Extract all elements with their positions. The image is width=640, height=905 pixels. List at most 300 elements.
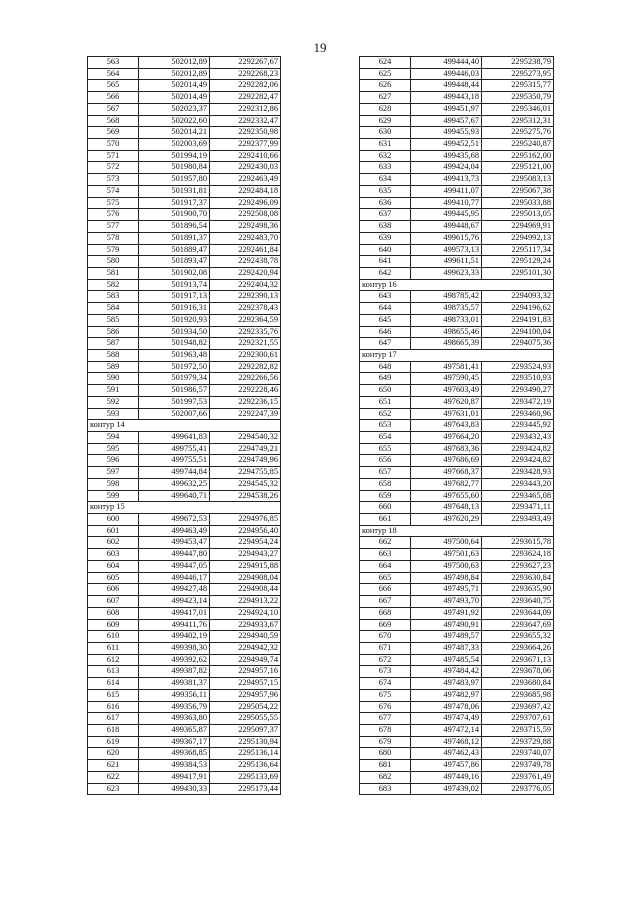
y-coordinate-cell: 2294954,24 [210,537,281,549]
table-row [88,150,281,162]
y-coordinate-cell: 2293749,78 [482,760,554,772]
point-number-cell: 629 [360,115,411,127]
x-coordinate-cell: 499446,03 [411,68,482,80]
x-coordinate-cell: 499423,14 [139,596,210,608]
point-number-cell: 641 [360,256,411,268]
x-coordinate-cell: 501902,08 [139,267,210,279]
y-coordinate-cell: 2293630,84 [482,572,554,584]
y-coordinate-cell: 2292268,23 [210,68,281,80]
point-number-cell: 599 [88,490,139,502]
x-coordinate-cell: 499452,51 [411,139,482,151]
y-coordinate-cell: 2293729,88 [482,736,554,748]
table-row [88,57,281,69]
table-row [88,678,281,690]
y-coordinate-cell: 2293761,49 [482,771,554,783]
table-row [360,361,554,373]
table-row [360,232,554,244]
point-number-cell: 648 [360,361,411,373]
table-row [360,291,554,303]
y-coordinate-cell: 2294915,88 [210,560,281,572]
point-number-cell: 589 [88,361,139,373]
y-coordinate-cell: 2294100,04 [482,326,554,338]
x-coordinate-cell: 499611,51 [411,256,482,268]
table-row [360,127,554,139]
y-coordinate-cell: 2292410,66 [210,150,281,162]
table-row [88,349,281,361]
table-row [88,244,281,256]
coordinates-table-left [87,56,281,795]
point-number-cell: 645 [360,314,411,326]
table-row [360,338,554,350]
x-coordinate-cell: 497493,70 [411,596,482,608]
y-coordinate-cell: 2295273,95 [482,68,554,80]
table-row [88,267,281,279]
point-number-cell: 626 [360,80,411,92]
y-coordinate-cell: 2292438,78 [210,256,281,268]
table-row [88,760,281,772]
point-number-cell: 573 [88,174,139,186]
y-coordinate-cell: 2293740,07 [482,748,554,760]
point-number-cell: 585 [88,314,139,326]
y-coordinate-cell: 2295238,79 [482,57,554,69]
point-number-cell: 615 [88,689,139,701]
x-coordinate-cell: 499641,83 [139,432,210,444]
point-number-cell: 624 [360,57,411,69]
contour-header-row [360,349,554,361]
y-coordinate-cell: 2293647,69 [482,619,554,631]
x-coordinate-cell: 497682,77 [411,478,482,490]
y-coordinate-cell: 2292463,49 [210,174,281,186]
x-coordinate-cell: 499387,82 [139,666,210,678]
y-coordinate-cell: 2292378,43 [210,303,281,315]
x-coordinate-cell: 499398,30 [139,642,210,654]
table-row [360,596,554,608]
x-coordinate-cell: 497498,84 [411,572,482,584]
point-number-cell: 622 [88,771,139,783]
point-number-cell: 683 [360,783,411,795]
table-row [360,572,554,584]
x-coordinate-cell: 499451,97 [411,103,482,115]
y-coordinate-cell: 2292484,18 [210,185,281,197]
y-coordinate-cell: 2295350,79 [482,92,554,104]
table-row [88,185,281,197]
table-row [88,713,281,725]
table-row [360,209,554,221]
table-row [88,467,281,479]
table-row [360,736,554,748]
x-coordinate-cell: 499402,19 [139,631,210,643]
table-row [360,326,554,338]
y-coordinate-cell: 2293680,84 [482,678,554,690]
table-row [360,420,554,432]
y-coordinate-cell: 2294755,85 [210,467,281,479]
x-coordinate-cell: 499411,76 [139,619,210,631]
x-coordinate-cell: 502003,69 [139,139,210,151]
x-coordinate-cell: 501963,48 [139,349,210,361]
point-number-cell: 632 [360,150,411,162]
point-number-cell: 612 [88,654,139,666]
x-coordinate-cell: 497590,45 [411,373,482,385]
table-row [88,584,281,596]
page-number: 19 [313,40,327,55]
y-coordinate-cell: 2293472,19 [482,396,554,408]
table-row [88,68,281,80]
table-row [360,256,554,268]
point-number-cell: 564 [88,68,139,80]
y-coordinate-cell: 2292267,67 [210,57,281,69]
point-number-cell: 571 [88,150,139,162]
point-number-cell: 583 [88,291,139,303]
x-coordinate-cell: 501994,19 [139,150,210,162]
table-row [88,396,281,408]
table-row [360,432,554,444]
point-number-cell: 580 [88,256,139,268]
point-number-cell: 614 [88,678,139,690]
table-row [360,115,554,127]
table-row [360,396,554,408]
point-number-cell: 652 [360,408,411,420]
table-row [360,584,554,596]
y-coordinate-cell: 2294957,15 [210,678,281,690]
table-row [360,80,554,92]
point-number-cell: 633 [360,162,411,174]
x-coordinate-cell: 499672,53 [139,514,210,526]
x-coordinate-cell: 501979,34 [139,373,210,385]
point-number-cell: 608 [88,607,139,619]
x-coordinate-cell: 497500,63 [411,560,482,572]
x-coordinate-cell: 499443,18 [411,92,482,104]
point-number-cell: 606 [88,584,139,596]
table-row [88,455,281,467]
x-coordinate-cell: 497603,49 [411,385,482,397]
y-coordinate-cell: 2292377,99 [210,139,281,151]
table-row [88,139,281,151]
point-number-cell: 595 [88,443,139,455]
point-number-cell: 628 [360,103,411,115]
point-number-cell: 601 [88,525,139,537]
y-coordinate-cell: 2294940,59 [210,631,281,643]
x-coordinate-cell: 497483,97 [411,678,482,690]
contour-header-row [88,420,281,432]
x-coordinate-cell: 499623,33 [411,267,482,279]
x-coordinate-cell: 499448,67 [411,221,482,233]
point-number-cell: 607 [88,596,139,608]
y-coordinate-cell: 2295136,14 [210,748,281,760]
table-row [88,103,281,115]
x-coordinate-cell: 499356,79 [139,701,210,713]
table-row [360,771,554,783]
point-number-cell: 634 [360,174,411,186]
y-coordinate-cell: 2293428,93 [482,467,554,479]
point-number-cell: 582 [88,279,139,291]
table-body [360,57,554,795]
table-row [88,525,281,537]
y-coordinate-cell: 2292496,09 [210,197,281,209]
point-number-cell: 679 [360,736,411,748]
y-coordinate-cell: 2294196,62 [482,303,554,315]
point-number-cell: 621 [88,760,139,772]
y-coordinate-cell: 2294976,85 [210,514,281,526]
point-number-cell: 651 [360,396,411,408]
y-coordinate-cell: 2293671,13 [482,654,554,666]
point-number-cell: 581 [88,267,139,279]
y-coordinate-cell: 2292483,70 [210,232,281,244]
contour-header-row [88,502,281,514]
x-coordinate-cell: 497457,86 [411,760,482,772]
y-coordinate-cell: 2293424,82 [482,455,554,467]
x-coordinate-cell: 497668,37 [411,467,482,479]
contour-label: контур 15 [88,502,281,514]
table-row [88,303,281,315]
table-row [360,150,554,162]
x-coordinate-cell: 497474,49 [411,713,482,725]
y-coordinate-cell: 2295173,44 [210,783,281,795]
y-coordinate-cell: 2295346,01 [482,103,554,115]
table-row [88,174,281,186]
table-row [88,361,281,373]
x-coordinate-cell: 501889,47 [139,244,210,256]
point-number-cell: 568 [88,115,139,127]
point-number-cell: 677 [360,713,411,725]
y-coordinate-cell: 2293493,49 [482,514,554,526]
point-number-cell: 610 [88,631,139,643]
x-coordinate-cell: 499413,73 [411,174,482,186]
table-row [360,478,554,490]
y-coordinate-cell: 2293524,93 [482,361,554,373]
table-row [360,68,554,80]
x-coordinate-cell: 499755,41 [139,443,210,455]
table-row [360,642,554,654]
x-coordinate-cell: 499365,87 [139,724,210,736]
point-number-cell: 576 [88,209,139,221]
x-coordinate-cell: 501986,57 [139,385,210,397]
x-coordinate-cell: 497491,92 [411,607,482,619]
table-row [88,607,281,619]
table-row [88,115,281,127]
y-coordinate-cell: 2295312,31 [482,115,554,127]
y-coordinate-cell: 2293460,96 [482,408,554,420]
x-coordinate-cell: 497489,57 [411,631,482,643]
x-coordinate-cell: 498735,57 [411,303,482,315]
x-coordinate-cell: 498733,01 [411,314,482,326]
point-number-cell: 572 [88,162,139,174]
y-coordinate-cell: 2295083,13 [482,174,554,186]
point-number-cell: 638 [360,221,411,233]
x-coordinate-cell: 497468,12 [411,736,482,748]
y-coordinate-cell: 2292420,94 [210,267,281,279]
x-coordinate-cell: 499445,95 [411,209,482,221]
table-row [360,373,554,385]
y-coordinate-cell: 2293664,26 [482,642,554,654]
y-coordinate-cell: 2295054,22 [210,701,281,713]
table-row [88,783,281,795]
table-row [88,666,281,678]
y-coordinate-cell: 2292461,84 [210,244,281,256]
x-coordinate-cell: 502012,89 [139,68,210,80]
y-coordinate-cell: 2293655,32 [482,631,554,643]
x-coordinate-cell: 501957,80 [139,174,210,186]
point-number-cell: 619 [88,736,139,748]
x-coordinate-cell: 497484,42 [411,666,482,678]
table-row [360,724,554,736]
x-coordinate-cell: 501948,82 [139,338,210,350]
point-number-cell: 642 [360,267,411,279]
point-number-cell: 637 [360,209,411,221]
table-row [360,514,554,526]
x-coordinate-cell: 497449,16 [411,771,482,783]
table-row [88,80,281,92]
point-number-cell: 563 [88,57,139,69]
y-coordinate-cell: 2295033,88 [482,197,554,209]
x-coordinate-cell: 497655,60 [411,490,482,502]
table-row [360,267,554,279]
x-coordinate-cell: 499363,80 [139,713,210,725]
table-row [360,314,554,326]
y-coordinate-cell: 2294540,32 [210,432,281,444]
x-coordinate-cell: 499447,80 [139,549,210,561]
x-coordinate-cell: 499573,13 [411,244,482,256]
y-coordinate-cell: 2294913,22 [210,596,281,608]
x-coordinate-cell: 499368,85 [139,748,210,760]
table-row [360,631,554,643]
point-number-cell: 682 [360,771,411,783]
x-coordinate-cell: 499410,77 [411,197,482,209]
y-coordinate-cell: 2292300,61 [210,349,281,361]
x-coordinate-cell: 497631,01 [411,408,482,420]
y-coordinate-cell: 2294957,16 [210,666,281,678]
y-coordinate-cell: 2292247,39 [210,408,281,420]
point-number-cell: 675 [360,689,411,701]
table-row [88,408,281,420]
y-coordinate-cell: 2295013,05 [482,209,554,221]
y-coordinate-cell: 2295275,76 [482,127,554,139]
table-body [88,57,281,795]
x-coordinate-cell: 499447,05 [139,560,210,572]
y-coordinate-cell: 2294749,21 [210,443,281,455]
y-coordinate-cell: 2293624,18 [482,549,554,561]
point-number-cell: 625 [360,68,411,80]
x-coordinate-cell: 499615,76 [411,232,482,244]
y-coordinate-cell: 2294942,32 [210,642,281,654]
point-number-cell: 578 [88,232,139,244]
y-coordinate-cell: 2295101,30 [482,267,554,279]
point-number-cell: 673 [360,666,411,678]
coordinates-table-right [359,56,554,795]
y-coordinate-cell: 2293424,82 [482,443,554,455]
table-row [88,596,281,608]
table-row [88,478,281,490]
table-row [360,221,554,233]
x-coordinate-cell: 498655,46 [411,326,482,338]
point-number-cell: 617 [88,713,139,725]
table-row [360,490,554,502]
table-row [88,279,281,291]
table-row [360,748,554,760]
table-row [360,139,554,151]
table-row [88,338,281,350]
point-number-cell: 579 [88,244,139,256]
point-number-cell: 577 [88,221,139,233]
y-coordinate-cell: 2295162,00 [482,150,554,162]
point-number-cell: 643 [360,291,411,303]
point-number-cell: 575 [88,197,139,209]
x-coordinate-cell: 501896,54 [139,221,210,233]
x-coordinate-cell: 499427,48 [139,584,210,596]
table-row [88,549,281,561]
y-coordinate-cell: 2293776,05 [482,783,554,795]
x-coordinate-cell: 501931,81 [139,185,210,197]
y-coordinate-cell: 2292390,13 [210,291,281,303]
y-coordinate-cell: 2295117,34 [482,244,554,256]
point-number-cell: 657 [360,467,411,479]
contour-header-row [360,279,554,291]
point-number-cell: 569 [88,127,139,139]
x-coordinate-cell: 501893,47 [139,256,210,268]
contour-label: контур 16 [360,279,554,291]
x-coordinate-cell: 499381,37 [139,678,210,690]
table-row [360,408,554,420]
point-number-cell: 672 [360,654,411,666]
table-row [88,701,281,713]
table-row [360,92,554,104]
x-coordinate-cell: 501934,50 [139,326,210,338]
table-row [360,713,554,725]
table-row [88,162,281,174]
point-number-cell: 620 [88,748,139,760]
y-coordinate-cell: 2292404,32 [210,279,281,291]
y-coordinate-cell: 2293627,23 [482,560,554,572]
y-coordinate-cell: 2292335,76 [210,326,281,338]
table-row [360,549,554,561]
y-coordinate-cell: 2292266,56 [210,373,281,385]
point-number-cell: 627 [360,92,411,104]
y-coordinate-cell: 2295067,38 [482,185,554,197]
table-row [360,689,554,701]
point-number-cell: 671 [360,642,411,654]
point-number-cell: 623 [88,783,139,795]
table-row [88,748,281,760]
table-row [88,385,281,397]
point-number-cell: 639 [360,232,411,244]
y-coordinate-cell: 2292364,59 [210,314,281,326]
x-coordinate-cell: 501891,37 [139,232,210,244]
y-coordinate-cell: 2293432,43 [482,432,554,444]
table-row [88,514,281,526]
point-number-cell: 644 [360,303,411,315]
point-number-cell: 609 [88,619,139,631]
table-row [88,619,281,631]
table-row [360,537,554,549]
table-row [88,736,281,748]
x-coordinate-cell: 497683,36 [411,443,482,455]
x-coordinate-cell: 499448,44 [411,80,482,92]
point-number-cell: 604 [88,560,139,572]
x-coordinate-cell: 497478,06 [411,701,482,713]
x-coordinate-cell: 501917,37 [139,197,210,209]
y-coordinate-cell: 2293445,92 [482,420,554,432]
point-number-cell: 678 [360,724,411,736]
point-number-cell: 596 [88,455,139,467]
x-coordinate-cell: 497686,69 [411,455,482,467]
x-coordinate-cell: 501997,53 [139,396,210,408]
point-number-cell: 591 [88,385,139,397]
y-coordinate-cell: 2293510,93 [482,373,554,385]
point-number-cell: 598 [88,478,139,490]
point-number-cell: 649 [360,373,411,385]
point-number-cell: 640 [360,244,411,256]
point-number-cell: 586 [88,326,139,338]
x-coordinate-cell: 499411,07 [411,185,482,197]
